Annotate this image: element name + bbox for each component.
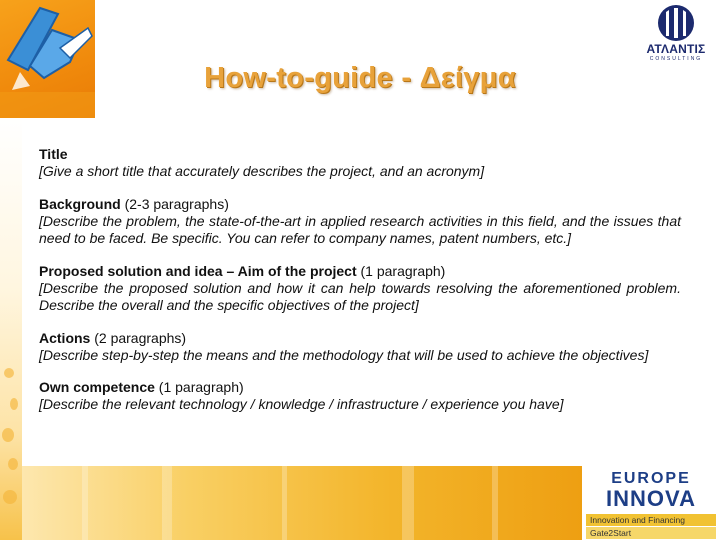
section-description: [Describe the problem, the state-of-the-art in applied research activities in this field, and the issues that need to be faced. Be specific. You can refer to company names, patent numbers, etc.] [39, 212, 681, 246]
left-decorative-strip [0, 118, 22, 540]
section-heading [39, 378, 681, 396]
section-description: [Give a short title that accurately describes the project, and an acronym] [39, 163, 485, 179]
bottom-decorative-bar [22, 466, 582, 540]
section-heading-rest: (2-3 paragraphs) [120, 195, 229, 212]
section-proposed-solution [39, 262, 681, 315]
atlantis-logo [636, 4, 716, 64]
section-background [39, 195, 681, 248]
europe-innova-tag1: Innovation and Financing [586, 514, 716, 526]
europe-innova-line1: EUROPE [611, 470, 691, 487]
corner-logo [0, 0, 95, 118]
section-heading-rest: (1 paragraph) [356, 262, 446, 279]
section-heading-bold: Own competence [39, 379, 155, 395]
section-actions [39, 329, 681, 365]
atlantis-emblem-icon [636, 4, 716, 44]
europe-innova-line2: INNOVA [606, 486, 696, 511]
section-heading-rest: (1 paragraph) [154, 379, 244, 395]
section-heading-bold: Proposed solution and idea – Aim of the project [39, 262, 357, 279]
europe-innova-tag2: Gate2Start [586, 527, 716, 539]
atlantis-name: ΑΤΛΑΝΤΙΣ [646, 42, 706, 56]
section-heading-bold: Background [39, 195, 121, 212]
section-heading-bold: Title [39, 146, 68, 162]
section-title [39, 145, 681, 181]
section-heading [39, 195, 681, 213]
europe-innova-logo [582, 466, 720, 540]
atlantis-subtitle: CONSULTING [649, 56, 703, 62]
guide-content [39, 145, 681, 428]
writing-hand-icon [0, 0, 95, 118]
section-heading [39, 329, 681, 347]
section-heading-bold: Actions [39, 329, 91, 346]
section-own-competence [39, 378, 681, 414]
section-description: [Describe the relevant technology / knowledge / infrastructure / experience you have] [39, 396, 564, 412]
section-heading-rest: (2 paragraphs) [90, 329, 187, 346]
section-description: [Describe step-by-step the means and the methodology that will be used to achieve the objectives] [39, 346, 649, 363]
page-title: How-to-guide - Δείγμα [204, 62, 516, 94]
section-heading [39, 145, 681, 163]
section-description: [Describe the proposed solution and how it can help towards resolving the aforementioned problem. Describe the overall and the specific objectives of the project] [39, 279, 681, 313]
section-heading [39, 262, 681, 280]
